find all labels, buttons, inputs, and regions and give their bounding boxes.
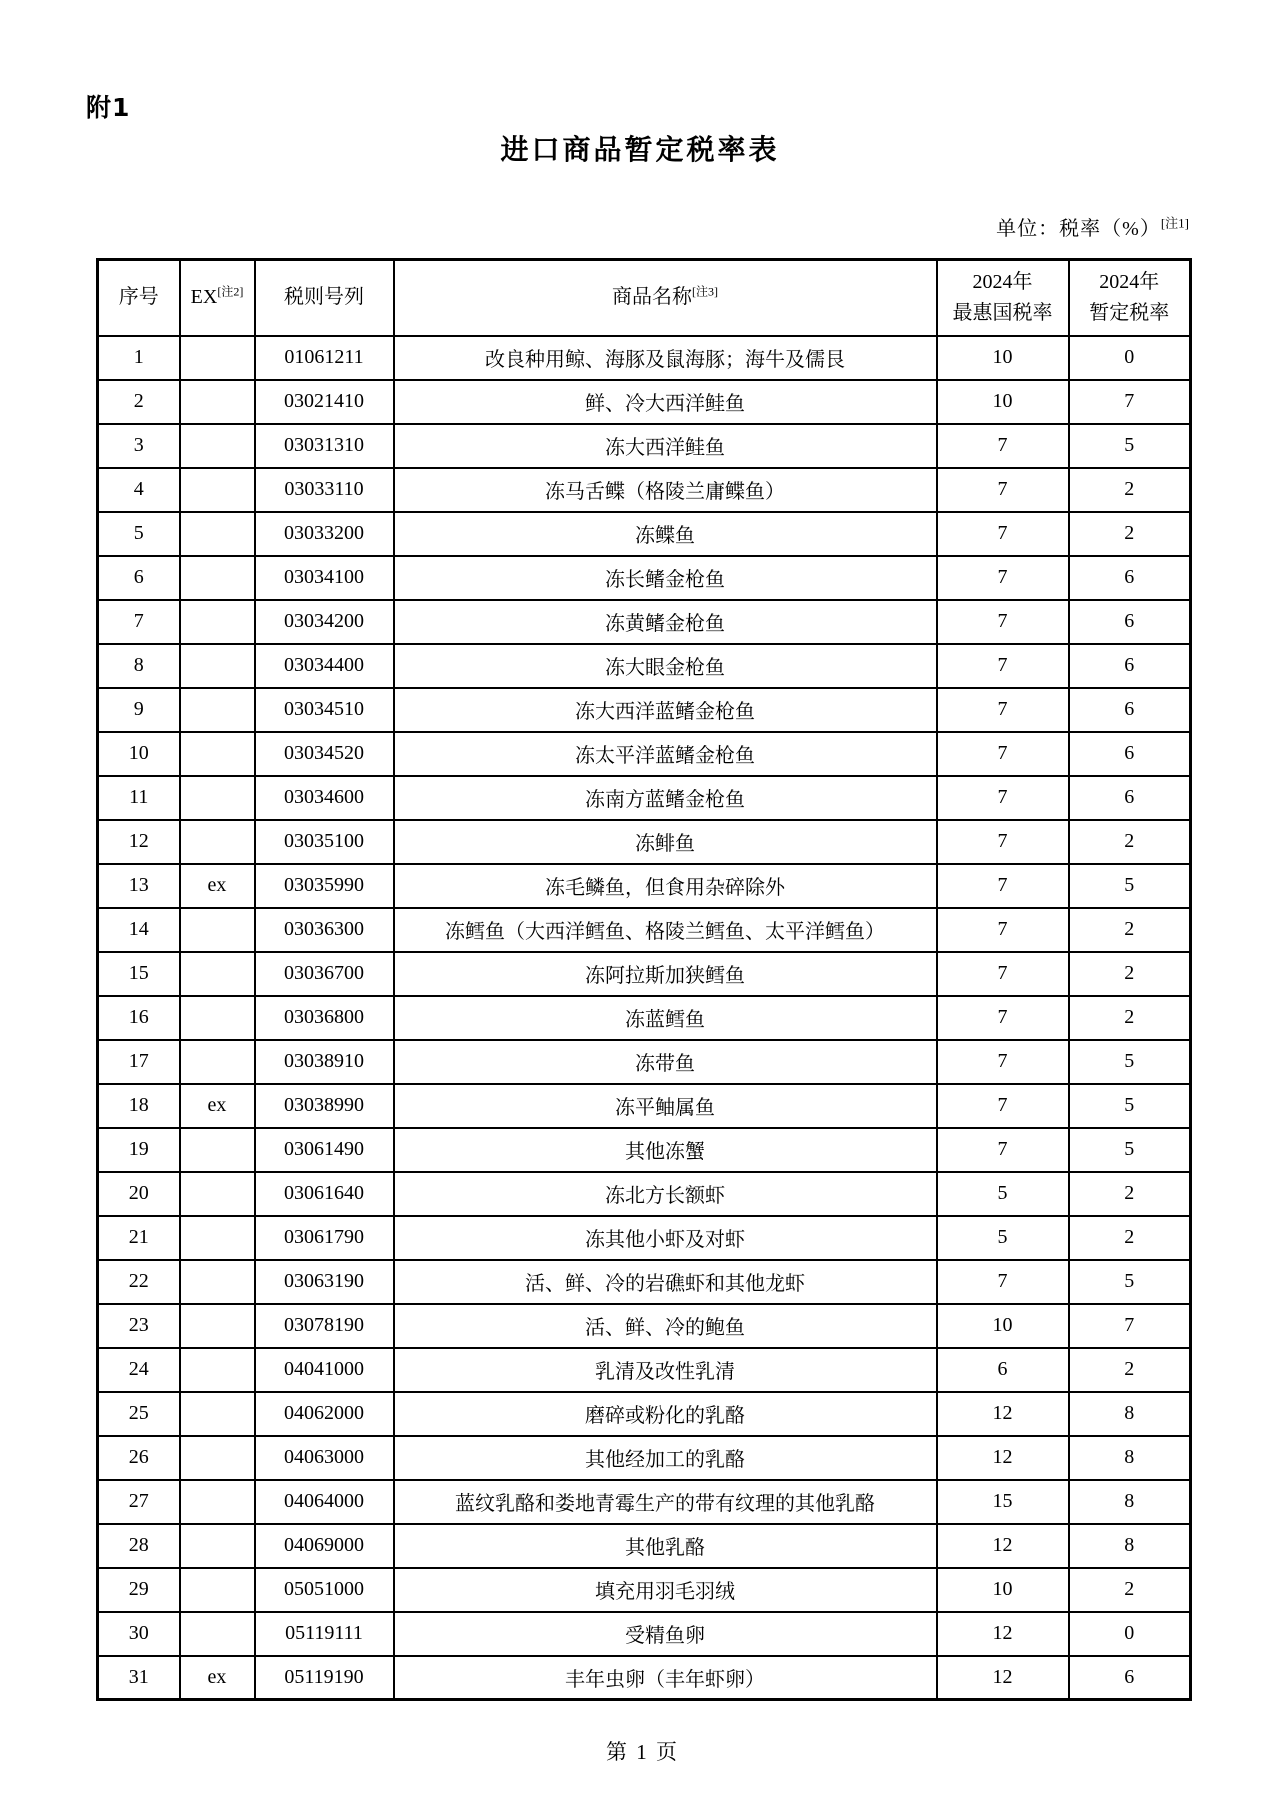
table-row xyxy=(98,1612,1191,1656)
cell-tariff-code: 04041000 xyxy=(255,1348,394,1392)
cell-provisional-rate: 6 xyxy=(1069,644,1191,688)
cell-tariff-code: 03036700 xyxy=(255,952,394,996)
cell-tariff-code: 03034600 xyxy=(255,776,394,820)
cell-product-name: 活、鲜、冷的岩礁虾和其他龙虾 xyxy=(394,1260,937,1304)
cell-product-name: 乳清及改性乳清 xyxy=(394,1348,937,1392)
cell-mfn-rate: 10 xyxy=(937,336,1069,380)
cell-index: 18 xyxy=(98,1084,180,1128)
cell-provisional-rate: 2 xyxy=(1069,1568,1191,1612)
cell-ex-marker: ex xyxy=(180,864,255,908)
page-title: 进口商品暂定税率表 xyxy=(500,135,780,166)
cell-provisional-rate: 5 xyxy=(1069,864,1191,908)
header-provisional-rate: 2024年 暂定税率 xyxy=(1069,260,1191,336)
cell-provisional-rate: 8 xyxy=(1069,1392,1191,1436)
cell-ex-marker: ex xyxy=(180,1084,255,1128)
cell-mfn-rate: 7 xyxy=(937,1084,1069,1128)
table-row xyxy=(98,1524,1191,1568)
cell-tariff-code: 03038990 xyxy=(255,1084,394,1128)
cell-ex-marker xyxy=(180,1260,255,1304)
cell-product-name: 冻太平洋蓝鳍金枪鱼 xyxy=(394,732,937,776)
cell-mfn-rate: 7 xyxy=(937,468,1069,512)
table-row xyxy=(98,996,1191,1040)
cell-tariff-code: 03034510 xyxy=(255,688,394,732)
cell-index: 13 xyxy=(98,864,180,908)
cell-mfn-rate: 7 xyxy=(937,776,1069,820)
cell-product-name: 冻毛鳞鱼，但食用杂碎除外 xyxy=(394,864,937,908)
cell-provisional-rate: 5 xyxy=(1069,1040,1191,1084)
table-row xyxy=(98,1084,1191,1128)
cell-mfn-rate: 7 xyxy=(937,908,1069,952)
cell-ex-marker xyxy=(180,1436,255,1480)
note-2-reference: [注2] xyxy=(217,284,244,299)
cell-product-name: 冻马舌鲽（格陵兰庸鲽鱼） xyxy=(394,468,937,512)
table-row xyxy=(98,864,1191,908)
cell-ex-marker xyxy=(180,468,255,512)
cell-tariff-code: 03036300 xyxy=(255,908,394,952)
cell-index: 24 xyxy=(98,1348,180,1392)
cell-mfn-rate: 10 xyxy=(937,1304,1069,1348)
table-row xyxy=(98,1260,1191,1304)
header-tariff-code: 税则号列 xyxy=(255,260,394,336)
cell-index: 11 xyxy=(98,776,180,820)
cell-ex-marker xyxy=(180,1524,255,1568)
cell-tariff-code: 03021410 xyxy=(255,380,394,424)
cell-index: 15 xyxy=(98,952,180,996)
cell-product-name: 冻黄鳍金枪鱼 xyxy=(394,600,937,644)
cell-product-name: 其他冻蟹 xyxy=(394,1128,937,1172)
header-mfn-rate: 2024年 最惠国税率 xyxy=(937,260,1069,336)
cell-mfn-rate: 7 xyxy=(937,644,1069,688)
cell-mfn-rate: 7 xyxy=(937,1128,1069,1172)
cell-mfn-rate: 12 xyxy=(937,1524,1069,1568)
cell-provisional-rate: 0 xyxy=(1069,1612,1191,1656)
cell-product-name: 填充用羽毛羽绒 xyxy=(394,1568,937,1612)
cell-ex-marker xyxy=(180,1480,255,1524)
cell-provisional-rate: 5 xyxy=(1069,1084,1191,1128)
cell-provisional-rate: 7 xyxy=(1069,380,1191,424)
cell-index: 3 xyxy=(98,424,180,468)
cell-ex-marker: ex xyxy=(180,1656,255,1700)
cell-provisional-rate: 8 xyxy=(1069,1480,1191,1524)
table-row xyxy=(98,380,1191,424)
cell-ex-marker xyxy=(180,1568,255,1612)
cell-provisional-rate: 6 xyxy=(1069,1656,1191,1700)
cell-mfn-rate: 7 xyxy=(937,424,1069,468)
cell-tariff-code: 03034200 xyxy=(255,600,394,644)
table-row xyxy=(98,644,1191,688)
cell-ex-marker xyxy=(180,820,255,864)
cell-provisional-rate: 5 xyxy=(1069,424,1191,468)
cell-tariff-code: 03038910 xyxy=(255,1040,394,1084)
cell-mfn-rate: 12 xyxy=(937,1436,1069,1480)
tariff-table xyxy=(96,258,1192,1701)
cell-product-name: 冻鳕鱼（大西洋鳕鱼、格陵兰鳕鱼、太平洋鳕鱼） xyxy=(394,908,937,952)
cell-product-name: 冻鲱鱼 xyxy=(394,820,937,864)
cell-product-name: 冻北方长额虾 xyxy=(394,1172,937,1216)
cell-ex-marker xyxy=(180,1128,255,1172)
cell-provisional-rate: 2 xyxy=(1069,1348,1191,1392)
cell-product-name: 冻大西洋鲑鱼 xyxy=(394,424,937,468)
cell-ex-marker xyxy=(180,1392,255,1436)
cell-product-name: 受精鱼卵 xyxy=(394,1612,937,1656)
cell-mfn-rate: 7 xyxy=(937,1040,1069,1084)
cell-index: 6 xyxy=(98,556,180,600)
cell-index: 12 xyxy=(98,820,180,864)
cell-mfn-rate: 7 xyxy=(937,1260,1069,1304)
table-row xyxy=(98,600,1191,644)
cell-index: 17 xyxy=(98,1040,180,1084)
cell-tariff-code: 01061211 xyxy=(255,336,394,380)
header-index: 序号 xyxy=(98,260,180,336)
table-row xyxy=(98,1436,1191,1480)
cell-tariff-code: 04069000 xyxy=(255,1524,394,1568)
table-row xyxy=(98,1172,1191,1216)
table-header-row xyxy=(98,260,1191,336)
cell-index: 19 xyxy=(98,1128,180,1172)
cell-mfn-rate: 7 xyxy=(937,952,1069,996)
cell-mfn-rate: 7 xyxy=(937,600,1069,644)
table-row xyxy=(98,336,1191,380)
cell-ex-marker xyxy=(180,1172,255,1216)
cell-mfn-rate: 7 xyxy=(937,732,1069,776)
cell-ex-marker xyxy=(180,644,255,688)
cell-product-name: 活、鲜、冷的鲍鱼 xyxy=(394,1304,937,1348)
cell-product-name: 磨碎或粉化的乳酪 xyxy=(394,1392,937,1436)
cell-index: 31 xyxy=(98,1656,180,1700)
cell-index: 5 xyxy=(98,512,180,556)
cell-tariff-code: 03035100 xyxy=(255,820,394,864)
cell-product-name: 冻蓝鳕鱼 xyxy=(394,996,937,1040)
cell-tariff-code: 04064000 xyxy=(255,1480,394,1524)
cell-tariff-code: 03034520 xyxy=(255,732,394,776)
cell-index: 14 xyxy=(98,908,180,952)
cell-mfn-rate: 7 xyxy=(937,688,1069,732)
cell-index: 26 xyxy=(98,1436,180,1480)
cell-index: 28 xyxy=(98,1524,180,1568)
table-row xyxy=(98,908,1191,952)
cell-mfn-rate: 7 xyxy=(937,512,1069,556)
cell-tariff-code: 03034100 xyxy=(255,556,394,600)
table-row xyxy=(98,512,1191,556)
cell-product-name: 鲜、冷大西洋鲑鱼 xyxy=(394,380,937,424)
cell-product-name: 丰年虫卵（丰年虾卵） xyxy=(394,1656,937,1700)
cell-tariff-code: 03036800 xyxy=(255,996,394,1040)
cell-mfn-rate: 5 xyxy=(937,1216,1069,1260)
cell-ex-marker xyxy=(180,556,255,600)
cell-index: 9 xyxy=(98,688,180,732)
cell-mfn-rate: 6 xyxy=(937,1348,1069,1392)
table-row xyxy=(98,1216,1191,1260)
cell-ex-marker xyxy=(180,512,255,556)
cell-ex-marker xyxy=(180,688,255,732)
note-1-reference: [注1] xyxy=(1160,215,1189,231)
cell-index: 21 xyxy=(98,1216,180,1260)
cell-product-name: 改良种用鲸、海豚及鼠海豚；海牛及儒艮 xyxy=(394,336,937,380)
cell-tariff-code: 05051000 xyxy=(255,1568,394,1612)
table-row xyxy=(98,1304,1191,1348)
cell-ex-marker xyxy=(180,600,255,644)
cell-product-name: 蓝纹乳酪和娄地青霉生产的带有纹理的其他乳酪 xyxy=(394,1480,937,1524)
cell-provisional-rate: 2 xyxy=(1069,820,1191,864)
table-row xyxy=(98,1040,1191,1084)
cell-mfn-rate: 12 xyxy=(937,1612,1069,1656)
cell-ex-marker xyxy=(180,732,255,776)
cell-provisional-rate: 6 xyxy=(1069,688,1191,732)
cell-tariff-code: 03035990 xyxy=(255,864,394,908)
cell-provisional-rate: 2 xyxy=(1069,1216,1191,1260)
table-row xyxy=(98,424,1191,468)
table-row xyxy=(98,556,1191,600)
cell-tariff-code: 03031310 xyxy=(255,424,394,468)
table-row xyxy=(98,1128,1191,1172)
header-product-name: 商品名称[注3] xyxy=(394,260,937,336)
cell-product-name: 冻带鱼 xyxy=(394,1040,937,1084)
cell-provisional-rate: 7 xyxy=(1069,1304,1191,1348)
cell-index: 29 xyxy=(98,1568,180,1612)
cell-tariff-code: 03033110 xyxy=(255,468,394,512)
cell-ex-marker xyxy=(180,380,255,424)
cell-product-name: 冻大眼金枪鱼 xyxy=(394,644,937,688)
cell-ex-marker xyxy=(180,776,255,820)
cell-ex-marker xyxy=(180,424,255,468)
unit-label-text: 单位：税率（%） xyxy=(996,218,1161,240)
table-row xyxy=(98,1568,1191,1612)
table-row xyxy=(98,1348,1191,1392)
cell-ex-marker xyxy=(180,336,255,380)
cell-product-name: 其他乳酪 xyxy=(394,1524,937,1568)
cell-mfn-rate: 7 xyxy=(937,556,1069,600)
cell-index: 27 xyxy=(98,1480,180,1524)
cell-index: 1 xyxy=(98,336,180,380)
cell-provisional-rate: 2 xyxy=(1069,908,1191,952)
cell-index: 22 xyxy=(98,1260,180,1304)
table-row xyxy=(98,1392,1191,1436)
cell-tariff-code: 03061640 xyxy=(255,1172,394,1216)
table-row xyxy=(98,952,1191,996)
table-row xyxy=(98,688,1191,732)
cell-tariff-code: 03078190 xyxy=(255,1304,394,1348)
cell-product-name: 冻大西洋蓝鳍金枪鱼 xyxy=(394,688,937,732)
cell-product-name: 冻阿拉斯加狭鳕鱼 xyxy=(394,952,937,996)
cell-mfn-rate: 10 xyxy=(937,1568,1069,1612)
header-ex: EX[注2] xyxy=(180,260,255,336)
cell-ex-marker xyxy=(180,1612,255,1656)
cell-mfn-rate: 7 xyxy=(937,864,1069,908)
cell-index: 20 xyxy=(98,1172,180,1216)
table-row xyxy=(98,776,1191,820)
cell-product-name: 冻南方蓝鳍金枪鱼 xyxy=(394,776,937,820)
cell-tariff-code: 03061490 xyxy=(255,1128,394,1172)
cell-mfn-rate: 7 xyxy=(937,820,1069,864)
table-row xyxy=(98,732,1191,776)
table-row xyxy=(98,820,1191,864)
cell-index: 23 xyxy=(98,1304,180,1348)
table-row xyxy=(98,1656,1191,1700)
cell-provisional-rate: 6 xyxy=(1069,556,1191,600)
cell-tariff-code: 03061790 xyxy=(255,1216,394,1260)
attachment-label: 附1 xyxy=(86,93,131,122)
cell-index: 25 xyxy=(98,1392,180,1436)
cell-provisional-rate: 6 xyxy=(1069,600,1191,644)
cell-product-name: 冻鲽鱼 xyxy=(394,512,937,556)
cell-provisional-rate: 8 xyxy=(1069,1524,1191,1568)
cell-ex-marker xyxy=(180,996,255,1040)
cell-tariff-code: 05119190 xyxy=(255,1656,394,1700)
cell-provisional-rate: 6 xyxy=(1069,776,1191,820)
cell-tariff-code: 03034400 xyxy=(255,644,394,688)
cell-product-name: 冻其他小虾及对虾 xyxy=(394,1216,937,1260)
cell-mfn-rate: 10 xyxy=(937,380,1069,424)
cell-provisional-rate: 2 xyxy=(1069,996,1191,1040)
cell-provisional-rate: 2 xyxy=(1069,468,1191,512)
cell-provisional-rate: 2 xyxy=(1069,952,1191,996)
cell-index: 4 xyxy=(98,468,180,512)
cell-tariff-code: 03063190 xyxy=(255,1260,394,1304)
cell-tariff-code: 03033200 xyxy=(255,512,394,556)
cell-provisional-rate: 8 xyxy=(1069,1436,1191,1480)
cell-index: 30 xyxy=(98,1612,180,1656)
cell-provisional-rate: 2 xyxy=(1069,1172,1191,1216)
cell-mfn-rate: 5 xyxy=(937,1172,1069,1216)
cell-ex-marker xyxy=(180,1348,255,1392)
cell-ex-marker xyxy=(180,952,255,996)
cell-tariff-code: 04063000 xyxy=(255,1436,394,1480)
cell-provisional-rate: 5 xyxy=(1069,1260,1191,1304)
cell-provisional-rate: 6 xyxy=(1069,732,1191,776)
cell-mfn-rate: 12 xyxy=(937,1656,1069,1700)
cell-ex-marker xyxy=(180,908,255,952)
cell-index: 7 xyxy=(98,600,180,644)
cell-tariff-code: 04062000 xyxy=(255,1392,394,1436)
cell-product-name: 冻长鳍金枪鱼 xyxy=(394,556,937,600)
note-3-reference: [注3] xyxy=(692,284,718,299)
cell-index: 8 xyxy=(98,644,180,688)
cell-provisional-rate: 5 xyxy=(1069,1128,1191,1172)
cell-product-name: 冻平鲉属鱼 xyxy=(394,1084,937,1128)
page-number: 第 1 页 xyxy=(606,1740,679,1764)
cell-tariff-code: 05119111 xyxy=(255,1612,394,1656)
cell-ex-marker xyxy=(180,1216,255,1260)
cell-ex-marker xyxy=(180,1304,255,1348)
cell-mfn-rate: 15 xyxy=(937,1480,1069,1524)
cell-ex-marker xyxy=(180,1040,255,1084)
table-row xyxy=(98,468,1191,512)
unit-label xyxy=(996,212,1189,241)
cell-product-name: 其他经加工的乳酪 xyxy=(394,1436,937,1480)
cell-provisional-rate: 2 xyxy=(1069,512,1191,556)
cell-provisional-rate: 0 xyxy=(1069,336,1191,380)
cell-mfn-rate: 12 xyxy=(937,1392,1069,1436)
cell-index: 2 xyxy=(98,380,180,424)
cell-index: 10 xyxy=(98,732,180,776)
cell-index: 16 xyxy=(98,996,180,1040)
cell-mfn-rate: 7 xyxy=(937,996,1069,1040)
table-row xyxy=(98,1480,1191,1524)
